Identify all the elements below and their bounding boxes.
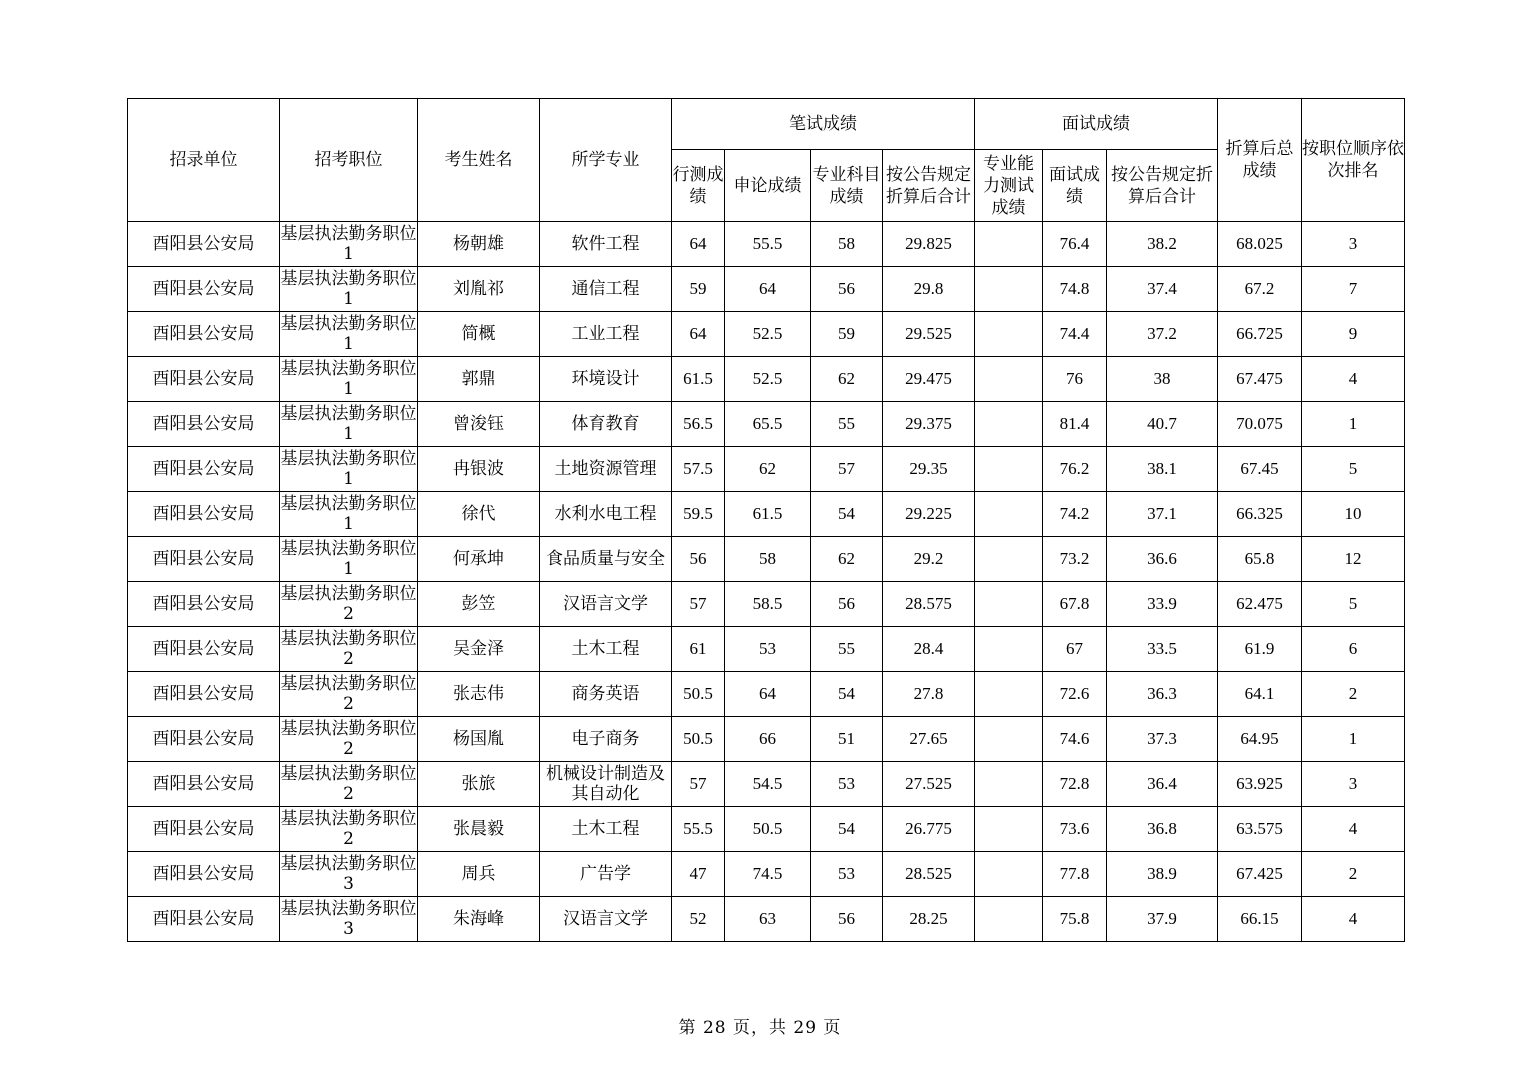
cell-name: 张旅 — [418, 762, 540, 807]
cell-ability — [975, 852, 1043, 897]
cell-rank: 3 — [1302, 762, 1405, 807]
cell-ability — [975, 627, 1043, 672]
cell-zhuanye: 59 — [811, 312, 883, 357]
header-interview-total: 按公告规定折算后合计 — [1107, 150, 1218, 222]
cell-ability — [975, 537, 1043, 582]
cell-interview: 72.6 — [1043, 672, 1107, 717]
cell-zhuanye: 51 — [811, 717, 883, 762]
cell-xingce: 57.5 — [672, 447, 725, 492]
cell-name: 杨朝雄 — [418, 222, 540, 267]
cell-final-total: 63.925 — [1218, 762, 1302, 807]
cell-final-total: 63.575 — [1218, 807, 1302, 852]
cell-written-total: 29.825 — [883, 222, 975, 267]
cell-major: 汉语言文学 — [540, 582, 672, 627]
cell-shenlun: 52.5 — [725, 312, 811, 357]
cell-interview: 67 — [1043, 627, 1107, 672]
cell-name: 张志伟 — [418, 672, 540, 717]
header-xingce: 行测成绩 — [672, 150, 725, 222]
cell-shenlun: 64 — [725, 267, 811, 312]
cell-interview-total: 37.9 — [1107, 897, 1218, 942]
cell-position: 基层执法勤务职位1 — [280, 537, 418, 582]
cell-unit: 酉阳县公安局 — [128, 897, 280, 942]
cell-rank: 2 — [1302, 672, 1405, 717]
cell-shenlun: 50.5 — [725, 807, 811, 852]
cell-final-total: 64.1 — [1218, 672, 1302, 717]
cell-interview: 73.6 — [1043, 807, 1107, 852]
cell-unit: 酉阳县公安局 — [128, 222, 280, 267]
cell-interview: 76 — [1043, 357, 1107, 402]
header-major: 所学专业 — [540, 99, 672, 222]
cell-ability — [975, 267, 1043, 312]
cell-rank: 4 — [1302, 897, 1405, 942]
header-written-group: 笔试成绩 — [672, 99, 975, 150]
header-shenlun: 申论成绩 — [725, 150, 811, 222]
cell-rank: 1 — [1302, 717, 1405, 762]
cell-xingce: 59 — [672, 267, 725, 312]
cell-unit: 酉阳县公安局 — [128, 537, 280, 582]
cell-written-total: 28.4 — [883, 627, 975, 672]
cell-ability — [975, 357, 1043, 402]
cell-interview: 74.6 — [1043, 717, 1107, 762]
cell-final-total: 67.45 — [1218, 447, 1302, 492]
cell-interview: 76.2 — [1043, 447, 1107, 492]
cell-zhuanye: 54 — [811, 807, 883, 852]
cell-major: 土木工程 — [540, 627, 672, 672]
cell-final-total: 66.15 — [1218, 897, 1302, 942]
cell-xingce: 52 — [672, 897, 725, 942]
cell-rank: 3 — [1302, 222, 1405, 267]
cell-written-total: 29.35 — [883, 447, 975, 492]
cell-unit: 酉阳县公安局 — [128, 852, 280, 897]
cell-unit: 酉阳县公安局 — [128, 312, 280, 357]
cell-unit: 酉阳县公安局 — [128, 582, 280, 627]
cell-name: 郭鼎 — [418, 357, 540, 402]
cell-interview-total: 36.6 — [1107, 537, 1218, 582]
cell-major: 商务英语 — [540, 672, 672, 717]
cell-zhuanye: 55 — [811, 627, 883, 672]
cell-final-total: 65.8 — [1218, 537, 1302, 582]
table-row — [128, 537, 1405, 582]
cell-xingce: 61 — [672, 627, 725, 672]
cell-rank: 2 — [1302, 852, 1405, 897]
cell-ability — [975, 717, 1043, 762]
cell-position: 基层执法勤务职位2 — [280, 762, 418, 807]
cell-interview: 73.2 — [1043, 537, 1107, 582]
cell-zhuanye: 62 — [811, 357, 883, 402]
cell-rank: 10 — [1302, 492, 1405, 537]
header-interview-group: 面试成绩 — [975, 99, 1218, 150]
cell-ability — [975, 582, 1043, 627]
cell-written-total: 29.2 — [883, 537, 975, 582]
table-row — [128, 402, 1405, 447]
cell-written-total: 29.225 — [883, 492, 975, 537]
cell-interview-total: 38.1 — [1107, 447, 1218, 492]
cell-final-total: 70.075 — [1218, 402, 1302, 447]
cell-unit: 酉阳县公安局 — [128, 492, 280, 537]
table-row — [128, 267, 1405, 312]
cell-position: 基层执法勤务职位1 — [280, 402, 418, 447]
cell-interview: 72.8 — [1043, 762, 1107, 807]
cell-unit: 酉阳县公安局 — [128, 717, 280, 762]
cell-major: 食品质量与安全 — [540, 537, 672, 582]
cell-shenlun: 64 — [725, 672, 811, 717]
cell-interview-total: 37.3 — [1107, 717, 1218, 762]
cell-xingce: 47 — [672, 852, 725, 897]
cell-interview: 77.8 — [1043, 852, 1107, 897]
table-row — [128, 222, 1405, 267]
cell-position: 基层执法勤务职位2 — [280, 582, 418, 627]
cell-rank: 5 — [1302, 447, 1405, 492]
cell-xingce: 57 — [672, 762, 725, 807]
header-unit: 招录单位 — [128, 99, 280, 222]
cell-rank: 9 — [1302, 312, 1405, 357]
cell-written-total: 27.8 — [883, 672, 975, 717]
table-row — [128, 357, 1405, 402]
cell-position: 基层执法勤务职位1 — [280, 492, 418, 537]
cell-xingce: 57 — [672, 582, 725, 627]
cell-interview-total: 37.1 — [1107, 492, 1218, 537]
cell-interview-total: 40.7 — [1107, 402, 1218, 447]
cell-unit: 酉阳县公安局 — [128, 807, 280, 852]
cell-name: 曾浚钰 — [418, 402, 540, 447]
cell-major: 水利水电工程 — [540, 492, 672, 537]
cell-major: 工业工程 — [540, 312, 672, 357]
cell-final-total: 67.425 — [1218, 852, 1302, 897]
cell-final-total: 68.025 — [1218, 222, 1302, 267]
cell-name: 彭笠 — [418, 582, 540, 627]
table-row — [128, 852, 1405, 897]
table-row — [128, 762, 1405, 807]
header-position: 招考职位 — [280, 99, 418, 222]
cell-shenlun: 74.5 — [725, 852, 811, 897]
cell-xingce: 56.5 — [672, 402, 725, 447]
cell-written-total: 26.775 — [883, 807, 975, 852]
cell-rank: 4 — [1302, 807, 1405, 852]
table-row — [128, 447, 1405, 492]
cell-interview-total: 38.9 — [1107, 852, 1218, 897]
cell-xingce: 61.5 — [672, 357, 725, 402]
cell-name: 周兵 — [418, 852, 540, 897]
cell-interview-total: 37.2 — [1107, 312, 1218, 357]
cell-interview-total: 36.8 — [1107, 807, 1218, 852]
cell-major: 广告学 — [540, 852, 672, 897]
header-interview: 面试成绩 — [1043, 150, 1107, 222]
cell-unit: 酉阳县公安局 — [128, 627, 280, 672]
cell-ability — [975, 447, 1043, 492]
cell-name: 冉银波 — [418, 447, 540, 492]
cell-ability — [975, 807, 1043, 852]
cell-interview: 74.2 — [1043, 492, 1107, 537]
cell-xingce: 50.5 — [672, 672, 725, 717]
cell-final-total: 61.9 — [1218, 627, 1302, 672]
cell-unit: 酉阳县公安局 — [128, 672, 280, 717]
cell-unit: 酉阳县公安局 — [128, 447, 280, 492]
cell-zhuanye: 54 — [811, 492, 883, 537]
cell-ability — [975, 672, 1043, 717]
cell-shenlun: 58.5 — [725, 582, 811, 627]
cell-interview: 75.8 — [1043, 897, 1107, 942]
cell-rank: 7 — [1302, 267, 1405, 312]
cell-major: 通信工程 — [540, 267, 672, 312]
cell-major: 汉语言文学 — [540, 897, 672, 942]
cell-xingce: 64 — [672, 222, 725, 267]
cell-rank: 1 — [1302, 402, 1405, 447]
cell-shenlun: 55.5 — [725, 222, 811, 267]
cell-ability — [975, 897, 1043, 942]
cell-xingce: 56 — [672, 537, 725, 582]
cell-shenlun: 54.5 — [725, 762, 811, 807]
cell-written-total: 27.65 — [883, 717, 975, 762]
cell-written-total: 27.525 — [883, 762, 975, 807]
cell-major: 环境设计 — [540, 357, 672, 402]
cell-rank: 5 — [1302, 582, 1405, 627]
cell-final-total: 62.475 — [1218, 582, 1302, 627]
cell-name: 简概 — [418, 312, 540, 357]
cell-final-total: 67.475 — [1218, 357, 1302, 402]
cell-shenlun: 62 — [725, 447, 811, 492]
cell-major: 机械设计制造及其自动化 — [540, 762, 672, 807]
cell-unit: 酉阳县公安局 — [128, 762, 280, 807]
table-row — [128, 582, 1405, 627]
cell-unit: 酉阳县公安局 — [128, 357, 280, 402]
cell-major: 体育教育 — [540, 402, 672, 447]
cell-zhuanye: 62 — [811, 537, 883, 582]
cell-shenlun: 63 — [725, 897, 811, 942]
table-row — [128, 717, 1405, 762]
cell-position: 基层执法勤务职位2 — [280, 717, 418, 762]
cell-final-total: 67.2 — [1218, 267, 1302, 312]
cell-xingce: 59.5 — [672, 492, 725, 537]
cell-interview-total: 37.4 — [1107, 267, 1218, 312]
table-row — [128, 807, 1405, 852]
table-row — [128, 627, 1405, 672]
cell-written-total: 29.375 — [883, 402, 975, 447]
cell-ability — [975, 312, 1043, 357]
cell-name: 杨国胤 — [418, 717, 540, 762]
cell-shenlun: 65.5 — [725, 402, 811, 447]
cell-position: 基层执法勤务职位2 — [280, 627, 418, 672]
cell-interview-total: 36.3 — [1107, 672, 1218, 717]
table-body — [128, 222, 1405, 942]
page-footer: 第 28 页，共 29 页 — [678, 1018, 842, 1038]
cell-name: 吴金泽 — [418, 627, 540, 672]
cell-final-total: 64.95 — [1218, 717, 1302, 762]
header-name: 考生姓名 — [418, 99, 540, 222]
cell-xingce: 55.5 — [672, 807, 725, 852]
table-row — [128, 897, 1405, 942]
cell-rank: 12 — [1302, 537, 1405, 582]
score-table — [127, 98, 1405, 942]
cell-zhuanye: 56 — [811, 267, 883, 312]
header-final-total: 折算后总成绩 — [1218, 99, 1302, 222]
cell-xingce: 64 — [672, 312, 725, 357]
cell-position: 基层执法勤务职位1 — [280, 447, 418, 492]
header-rank: 按职位顺序依次排名 — [1302, 99, 1405, 222]
cell-position: 基层执法勤务职位3 — [280, 852, 418, 897]
cell-position: 基层执法勤务职位1 — [280, 357, 418, 402]
cell-interview: 81.4 — [1043, 402, 1107, 447]
cell-shenlun: 66 — [725, 717, 811, 762]
cell-interview: 67.8 — [1043, 582, 1107, 627]
cell-zhuanye: 53 — [811, 762, 883, 807]
cell-major: 土地资源管理 — [540, 447, 672, 492]
cell-major: 软件工程 — [540, 222, 672, 267]
cell-ability — [975, 762, 1043, 807]
header-ability: 专业能力测试成绩 — [975, 150, 1043, 222]
header-written-total: 按公告规定折算后合计 — [883, 150, 975, 222]
cell-zhuanye: 56 — [811, 582, 883, 627]
cell-position: 基层执法勤务职位2 — [280, 807, 418, 852]
cell-unit: 酉阳县公安局 — [128, 267, 280, 312]
cell-major: 土木工程 — [540, 807, 672, 852]
cell-name: 张晨毅 — [418, 807, 540, 852]
cell-interview: 74.8 — [1043, 267, 1107, 312]
cell-written-total: 28.525 — [883, 852, 975, 897]
cell-ability — [975, 492, 1043, 537]
cell-name: 刘胤祁 — [418, 267, 540, 312]
cell-written-total: 29.525 — [883, 312, 975, 357]
cell-xingce: 50.5 — [672, 717, 725, 762]
cell-final-total: 66.725 — [1218, 312, 1302, 357]
cell-zhuanye: 57 — [811, 447, 883, 492]
cell-zhuanye: 55 — [811, 402, 883, 447]
cell-shenlun: 61.5 — [725, 492, 811, 537]
cell-interview-total: 33.9 — [1107, 582, 1218, 627]
cell-position: 基层执法勤务职位2 — [280, 672, 418, 717]
cell-interview-total: 36.4 — [1107, 762, 1218, 807]
cell-interview-total: 38 — [1107, 357, 1218, 402]
cell-zhuanye: 56 — [811, 897, 883, 942]
cell-written-total: 29.475 — [883, 357, 975, 402]
cell-name: 朱海峰 — [418, 897, 540, 942]
cell-written-total: 28.25 — [883, 897, 975, 942]
cell-interview-total: 33.5 — [1107, 627, 1218, 672]
cell-rank: 4 — [1302, 357, 1405, 402]
cell-written-total: 28.575 — [883, 582, 975, 627]
cell-shenlun: 58 — [725, 537, 811, 582]
table-row — [128, 672, 1405, 717]
cell-written-total: 29.8 — [883, 267, 975, 312]
cell-position: 基层执法勤务职位1 — [280, 222, 418, 267]
cell-position: 基层执法勤务职位1 — [280, 312, 418, 357]
cell-position: 基层执法勤务职位3 — [280, 897, 418, 942]
cell-zhuanye: 54 — [811, 672, 883, 717]
cell-unit: 酉阳县公安局 — [128, 402, 280, 447]
cell-major: 电子商务 — [540, 717, 672, 762]
cell-position: 基层执法勤务职位1 — [280, 267, 418, 312]
cell-interview: 74.4 — [1043, 312, 1107, 357]
cell-interview-total: 38.2 — [1107, 222, 1218, 267]
header-zhuanye: 专业科目成绩 — [811, 150, 883, 222]
cell-zhuanye: 53 — [811, 852, 883, 897]
cell-rank: 6 — [1302, 627, 1405, 672]
cell-name: 何承坤 — [418, 537, 540, 582]
cell-zhuanye: 58 — [811, 222, 883, 267]
cell-ability — [975, 222, 1043, 267]
cell-shenlun: 52.5 — [725, 357, 811, 402]
cell-final-total: 66.325 — [1218, 492, 1302, 537]
table-row — [128, 492, 1405, 537]
cell-shenlun: 53 — [725, 627, 811, 672]
table-row — [128, 312, 1405, 357]
cell-ability — [975, 402, 1043, 447]
cell-name: 徐代 — [418, 492, 540, 537]
cell-interview: 76.4 — [1043, 222, 1107, 267]
